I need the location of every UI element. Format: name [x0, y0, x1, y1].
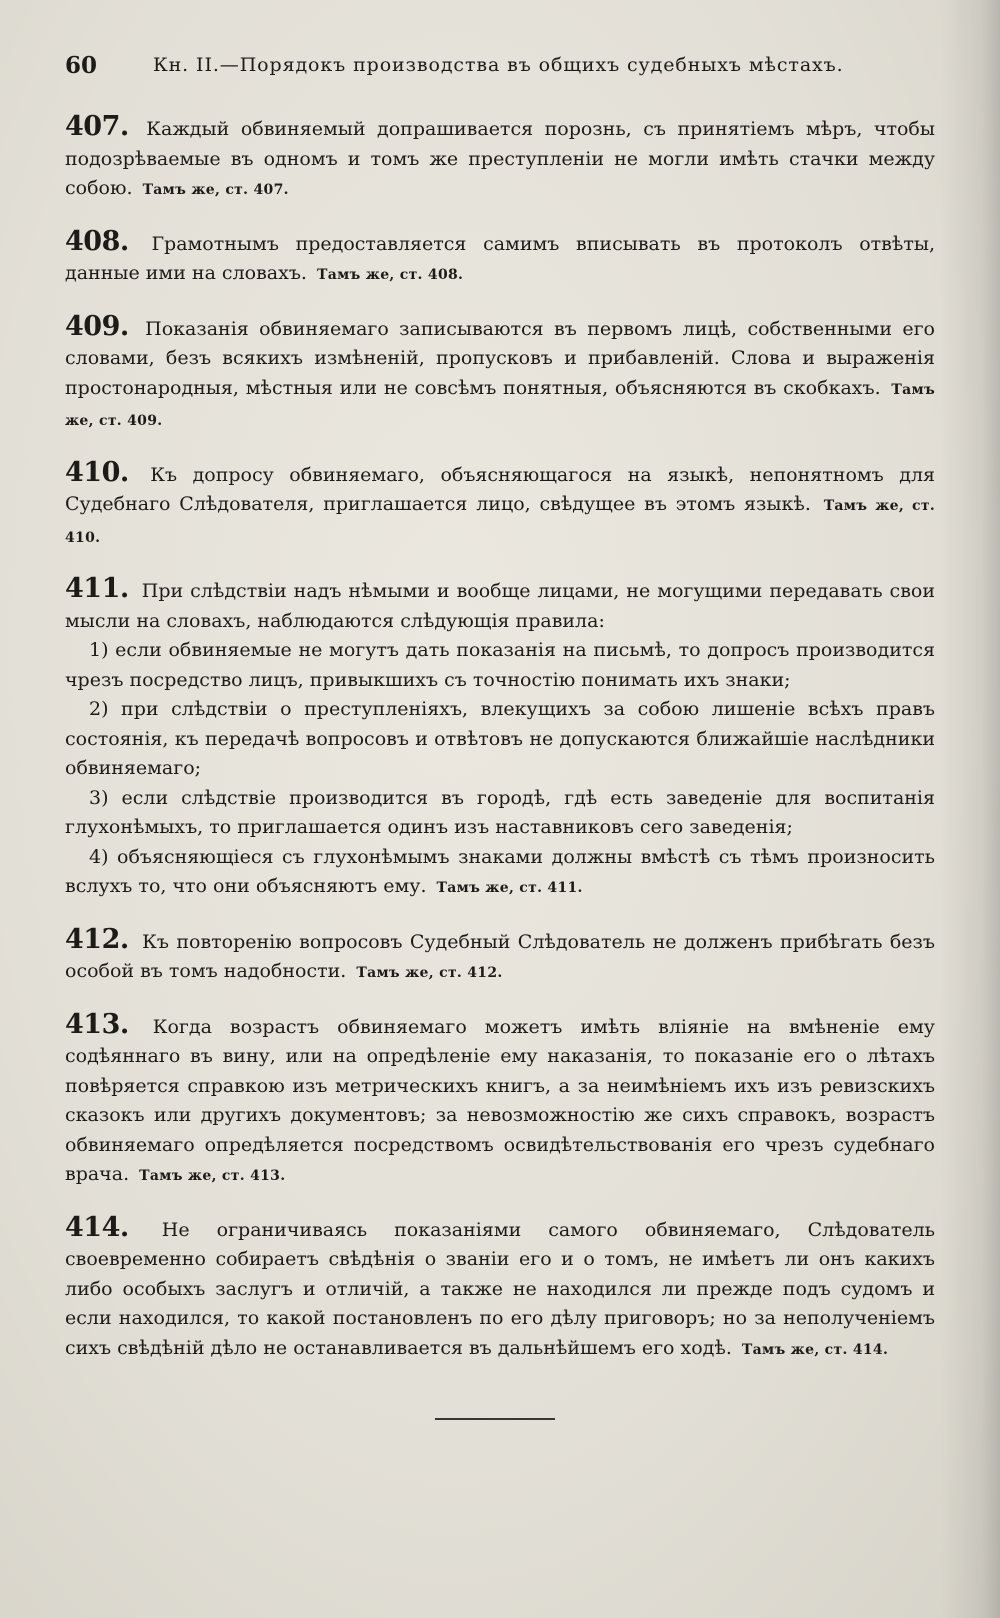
closing-rule	[435, 1418, 555, 1420]
rule-item-3: 3) если слѣдствіе производится въ городѣ, гдѣ есть заведеніе для воспитанія глухонѣмыхъ, то приглашается одинъ изъ наставниковъ сего заведенія;	[65, 786, 935, 838]
article-intro	[65, 574, 935, 636]
article-409	[65, 312, 935, 437]
article-text: При слѣдствіи надъ нѣмыми и вообще лицами, не могущими передавать свои мысли на словахъ, наблюдаются слѣдующія правила:	[65, 580, 935, 632]
article-text: Къ допросу обвиняемаго, объясняющагося на языкѣ, непонятномъ для Судебнаго Слѣдователя, приглашается лицо, свѣдущее въ этомъ языкѣ.	[65, 463, 936, 515]
rule-item-2: 2) при слѣдствіи о преступленіяхъ, влекущихъ за собою лишеніе всѣхъ правъ состоянія, къ передачѣ вопросовъ и отвѣтовъ не допускаются ближайшіе наслѣдники обвиняемаго;	[65, 698, 935, 779]
article-407	[65, 112, 935, 206]
article-text: Къ повторенію вопросовъ Судебный Слѣдователь не долженъ прибѣгать безъ особой въ томъ надобности.	[65, 930, 935, 982]
article-reference: Тамъ же, ст. 409.	[65, 381, 935, 429]
article-reference: Тамъ же, ст. 410.	[65, 498, 935, 546]
page-edge-shadow	[940, 0, 1000, 1618]
article-412	[65, 925, 935, 989]
article-reference: Тамъ же, ст. 407.	[142, 182, 289, 198]
article-reference: Тамъ же, ст. 408.	[317, 267, 464, 283]
article-text: Когда возрастъ обвиняемаго можетъ имѣть вліяніе на вмѣненіе ему содѣяннаго въ вину, или на опредѣленіе ему наказанія, то показаніе его о лѣтахъ повѣряется справкою изъ метрическихъ книгъ, а за неимѣніемъ ихъ изъ ревизскихъ сказокъ или другихъ документовъ; за невозможностію же сихъ справокъ, возрастъ обвиняемаго опредѣляется посредствомъ освидѣтельствованія его чрезъ судебнаго врача.	[65, 1015, 935, 1185]
article-text: Грамотнымъ предоставляется самимъ вписывать въ протоколъ отвѣты, данные ими на словахъ.	[65, 232, 935, 284]
running-title: Кн. II.—Порядокъ производства въ общихъ судебныхъ мѣстахъ.	[153, 54, 844, 76]
article-text: Каждый обвиняемый допрашивается порознь, съ принятіемъ мѣръ, чтобы подозрѣваемые въ одномъ и томъ же преступленіи не могли имѣть стачки между собою.	[65, 118, 935, 199]
rule-item-4	[65, 843, 935, 904]
article-reference: Тамъ же, ст. 414.	[741, 1341, 889, 1358]
article-number: 409.	[65, 310, 129, 342]
article-text: Не ограничиваясь показаніями самого обвиняемаго, Слѣдователь своевременно собираетъ свѣдѣнія о званіи его и о томъ, не имѣетъ ли онъ какихъ либо особыхъ заслугъ и отличій, а также не находился ли прежде подъ судомъ и если находился, то какой постановленъ по его дѣлу приговоръ; но за неполученіемъ сихъ свѣдѣній дѣло не останавливается въ дальнѣйшемъ его ходѣ.	[65, 1218, 935, 1359]
article-408	[65, 227, 935, 291]
article-number: 411.	[65, 573, 129, 604]
article-reference: Тамъ же, ст. 413.	[139, 1168, 286, 1184]
page-body	[65, 112, 935, 1386]
article-number: 412.	[65, 923, 129, 955]
article-reference: Тамъ же, ст. 411.	[436, 880, 583, 896]
article-number: 408.	[65, 225, 129, 257]
rule-item-4-text: 4) объясняющіеся съ глухонѣмымъ знаками должны вмѣстѣ съ тѣмъ произносить вслухъ то, что они объясняютъ ему.	[65, 845, 935, 897]
article-number: 414.	[65, 1211, 129, 1243]
page-number: 60	[65, 52, 98, 79]
page-header	[65, 52, 925, 88]
article-number: 413.	[65, 1008, 129, 1040]
rule-item-1: 1) если обвиняемые не могутъ дать показанія на письмѣ, то допросъ производится чрезъ посредство лицъ, привыкшихъ съ точностію понимать ихъ знаки;	[65, 639, 935, 691]
article-410	[65, 458, 935, 554]
article-411	[65, 574, 935, 904]
article-414	[65, 1213, 935, 1366]
article-number: 410.	[65, 456, 129, 488]
article-text: Показанія обвиняемаго записываются въ первомъ лицѣ, собственными его словами, безъ всякихъ измѣненій, пропусковъ и прибавленій. Слова и выраженія простонародныя, мѣстныя или не совсѣмъ понятныя, объясняются въ скобкахъ.	[65, 317, 935, 399]
article-413	[65, 1010, 935, 1192]
article-reference: Тамъ же, ст. 412.	[356, 965, 503, 981]
article-number: 407.	[65, 111, 129, 142]
